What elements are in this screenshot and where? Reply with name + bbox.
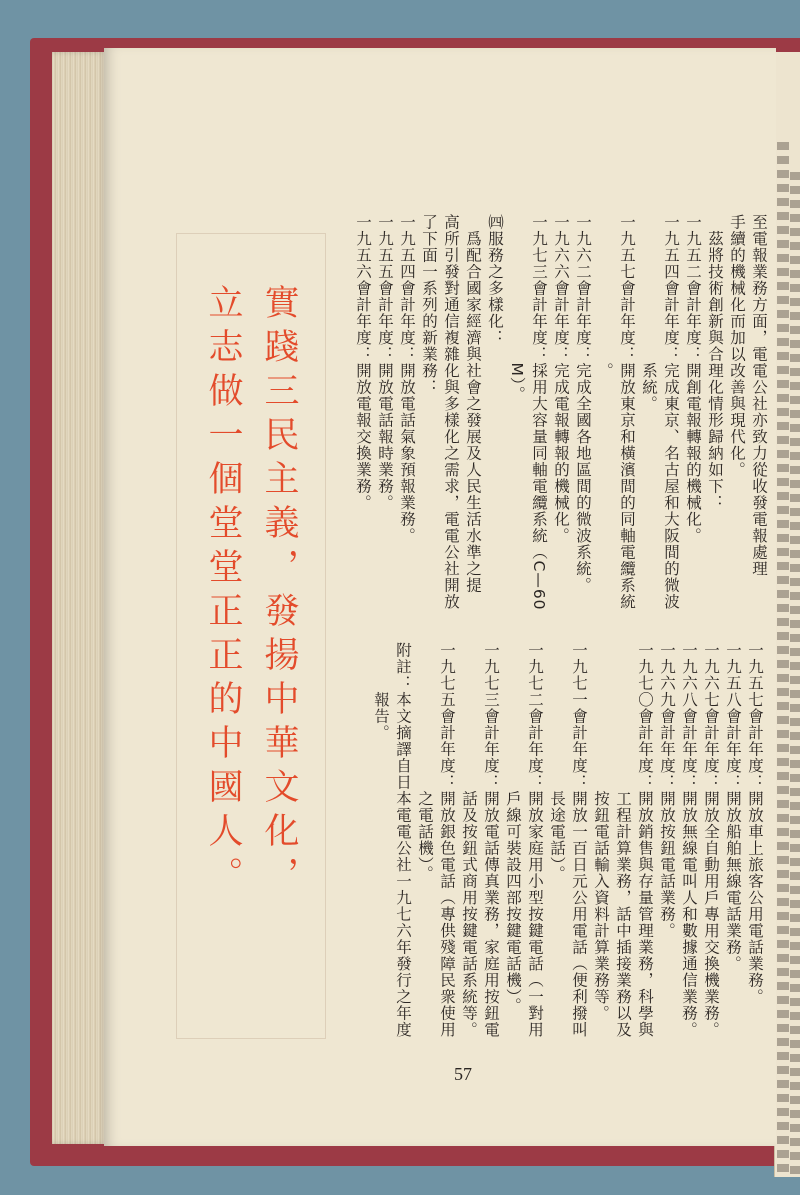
text-line: 一九六九會計年度：開放按鈕電話業務。 xyxy=(658,642,676,939)
page-edges xyxy=(52,52,107,1144)
motto-line: 立志做一個堂堂正正的中國人。 xyxy=(203,284,243,900)
text-line: 一九七〇會計年度：開放銷售與存量管理業務，科學與 xyxy=(636,642,654,1038)
text-line: 。 xyxy=(596,214,614,379)
text-line: 了下面一系列的新業務： xyxy=(420,214,438,396)
text-line: 一九六六會計年度：完成電報轉報的機械化。 xyxy=(552,214,570,544)
text-line: 一九五六會計年度：開放電報交換業務。 xyxy=(354,214,372,511)
text-line: 一九七一會計年度：開放一百日元公用電話（便利撥叫 xyxy=(570,642,588,1038)
text-line: 爲配合國家經濟與社會之發展及人民生活水準之提 xyxy=(464,214,482,594)
lower-text-block xyxy=(370,642,766,1062)
text-line: 一九五五會計年度：開放電話報時業務。 xyxy=(376,214,394,511)
text-line: 一九七三會計年度：開放電話傳真業務，家庭用按鈕電 xyxy=(482,642,500,1038)
text-line: M）。 xyxy=(508,214,526,403)
page-number: 57 xyxy=(454,1064,472,1084)
text-line: 一九六八會計年度：開放無線電叫人和數據通信業務。 xyxy=(680,642,698,1038)
text-line: 一九五七會計年度：開放東京和橫濱間的同軸電纜系統 xyxy=(618,214,636,610)
text-line: 報告。 xyxy=(372,642,390,741)
text-line: 戶線可裝設四部按鍵電話機）。 xyxy=(504,642,522,1014)
text-line: 之電話機）。 xyxy=(416,642,434,882)
motto-frame xyxy=(176,233,326,1039)
text-line: 高所引發對通信複雜化與多樣化之需求，電電公社開放 xyxy=(442,214,460,610)
text-line: 一九五四會計年度：開放電話氣象預報業務。 xyxy=(398,214,416,544)
text-line: 一九六二會計年度：完成全國各地區間的微波系統。 xyxy=(574,214,592,594)
text-line: 工程計算業務，話中插接業務以及 xyxy=(614,642,632,1038)
text-line: 一九五八會計年度：開放船舶無線電話業務。 xyxy=(724,642,742,972)
motto-line: 實踐三民主義，發揚中華文化， xyxy=(259,284,299,900)
text-line: 按鈕電話輸入資料計算業務等。 xyxy=(592,642,610,1022)
text-line: 至電報業務方面，電電公社亦致力從收發電報處理 xyxy=(750,214,768,577)
upper-text-block xyxy=(352,214,770,634)
text-line: 長途電話）。 xyxy=(548,642,566,882)
next-page-text-column xyxy=(777,142,789,1177)
text-line: 一九五四會計年度：完成東京、名古屋和大阪間的微波 xyxy=(662,214,680,610)
text-line: ㈣服務之多樣化： xyxy=(486,214,504,346)
text-line: 茲將技術創新與合理化情形歸納如下： xyxy=(706,214,724,511)
text-line: 一九七二會計年度：開放家庭用小型按鍵電話（一對用 xyxy=(526,642,544,1038)
text-line: 一九六七會計年度：開放全自動用戶專用交換機業務。 xyxy=(702,642,720,1038)
text-line: 附註：本文摘譯自日本電電公社一九七六年發行之年度 xyxy=(394,642,412,1038)
text-line: 系統。 xyxy=(640,214,658,412)
text-line: 一九七三會計年度：採用大容量同軸電纜系統（C—60 xyxy=(530,214,548,611)
text-line: 一九五七會計年度：開放車上旅客公用電話業務。 xyxy=(746,642,764,1005)
text-line: 話及按鈕式商用按鍵電話系統等。 xyxy=(460,642,478,1038)
text-line: 手續的機械化而加以改善與現代化。 xyxy=(728,214,746,478)
next-page-edge xyxy=(774,52,800,1177)
text-line: 一九五二會計年度：開創電報轉報的機械化。 xyxy=(684,214,702,544)
text-line: 一九七五會計年度：開放銀色電話（專供殘障民衆使用 xyxy=(438,642,456,1038)
next-page-text-column xyxy=(790,172,800,1177)
